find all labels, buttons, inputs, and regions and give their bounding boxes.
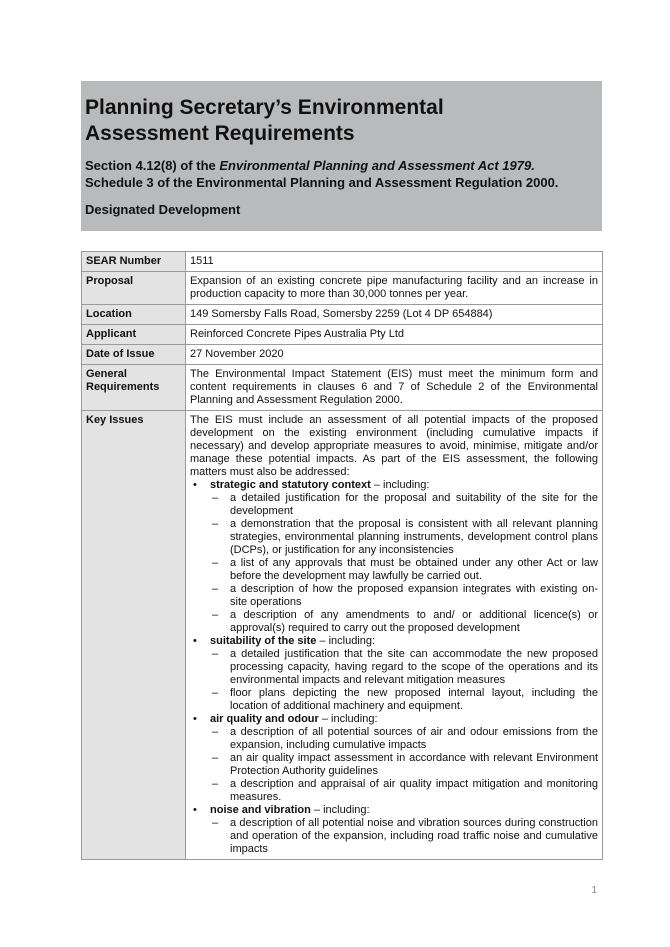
list-item: – a demonstration that the proposal is consistent with all relevant planning strategies, environmental planning instruments, development control plans (DCPs), or justification for any inconsistencies	[210, 518, 598, 557]
key-issues-value	[186, 411, 603, 860]
table-row	[82, 305, 603, 325]
page-number: 1	[591, 885, 597, 896]
act-name: Environmental Planning and Assessment Act 1979.	[219, 158, 535, 173]
issues-list	[190, 479, 598, 856]
legislation-reference: Section 4.12(8) of the Environmental Planning and Assessment Act 1979. Schedule 3 of the Environmental Planning and Assessment Regulation 2000.	[85, 158, 559, 190]
list-item: – a description of any amendments to and/ or additional licence(s) or approval(s) required to carry out the proposed development	[210, 609, 598, 635]
list-item: • noise and vibration – including: – a description of all potential noise and vibration sources during construction and operation of the expansion, including road traffic noise and cumulative impacts	[190, 804, 598, 856]
list-item: – a detailed justification for the proposal and suitability of the site for the development	[210, 492, 598, 518]
document-header	[81, 81, 602, 231]
sear-label: SEAR Number	[82, 252, 186, 272]
date-value: 27 November 2020	[186, 345, 603, 365]
list-item: • suitability of the site – including: – a detailed justification that the site can accommodate the new proposed processing capacity, having regard to the scope of the operations and its environmental impacts and relevant mitigation measures – floor plans depicting the new proposed internal layout, including the location of additional machinery and equipment.	[190, 635, 598, 713]
list-item: – a description of all potential sources of air and odour emissions from the expansion, including cumulative impacts	[210, 726, 598, 752]
general-requirements-value: The Environmental Impact Statement (EIS) must meet the minimum form and content requirements in clauses 6 and 7 of Schedule 2 of the Environmental Planning and Assessment Regulation 2000.	[186, 365, 603, 411]
proposal-label: Proposal	[82, 272, 186, 305]
date-label: Date of Issue	[82, 345, 186, 365]
list-item: • air quality and odour – including: – a description of all potential sources of air and odour emissions from the expansion, including cumulative impacts – an air quality impact assessment in accordance with relevant Environment Protection Authority guidelines – a description and appraisal of air quality impact mitigation and monitoring measures.	[190, 713, 598, 804]
applicant-label: Applicant	[82, 325, 186, 345]
list-item: – an air quality impact assessment in accordance with relevant Environment Protection Authority guidelines	[210, 752, 598, 778]
list-item: – a description of how the proposed expansion integrates with existing on-site operations	[210, 583, 598, 609]
table-row	[82, 252, 603, 272]
list-item: – a list of any approvals that must be obtained under any other Act or law before the development may lawfully be carried out.	[210, 557, 598, 583]
list-item: – a description and appraisal of air quality impact mitigation and monitoring measures.	[210, 778, 598, 804]
sub-list	[210, 648, 598, 713]
requirements-table	[81, 251, 603, 860]
regulation-schedule: Schedule 3 of the Environmental Planning and Assessment Regulation 2000.	[85, 175, 559, 190]
table-row	[82, 325, 603, 345]
sub-list	[210, 817, 598, 856]
location-label: Location	[82, 305, 186, 325]
table-row	[82, 272, 603, 305]
key-issues-label: Key Issues	[82, 411, 186, 860]
key-issues-intro: The EIS must include an assessment of all potential impacts of the proposed development on the existing environment (including cumulative impacts if necessary) and develop appropriate measures to avoid, minimise, mitigate and/or manage these potential impacts. As part of the EIS assessment, the following matters must also be addressed:	[190, 414, 598, 478]
list-item: – a description of all potential noise and vibration sources during construction and operation of the expansion, including road traffic noise and cumulative impacts	[210, 817, 598, 856]
table-row	[82, 411, 603, 860]
sub-list	[210, 492, 598, 635]
table-row	[82, 365, 603, 411]
general-requirements-label: General Requirements	[82, 365, 186, 411]
list-item: – floor plans depicting the new proposed internal layout, including the location of additional machinery and equipment.	[210, 687, 598, 713]
list-item: – a detailed justification that the site can accommodate the new proposed processing capacity, having regard to the scope of the operations and its environmental impacts and relevant mitigation measures	[210, 648, 598, 687]
document-title: Planning Secretary’s Environmental Assessment Requirements	[85, 96, 444, 145]
location-value: 149 Somersby Falls Road, Somersby 2259 (Lot 4 DP 654884)	[186, 305, 603, 325]
applicant-value: Reinforced Concrete Pipes Australia Pty Ltd	[186, 325, 603, 345]
proposal-value: Expansion of an existing concrete pipe manufacturing facility and an increase in production capacity to more than 30,000 tonnes per year.	[186, 272, 603, 305]
sear-value: 1511	[186, 252, 603, 272]
designation: Designated Development	[85, 202, 241, 217]
list-item: • strategic and statutory context – including: – a detailed justification for the proposal and suitability of the site for the development – a demonstration that the proposal is consistent with all relevant planning strategies, environmental planning instruments, development control plans (DCPs), or justification for any inconsistencies – a list of any approvals that must be obtained under any other Act or law before the development may lawfully be carried out. – a description of how the proposed expansion integrates with existing on-site operations – a description of any amendments to and/ or additional licence(s) or approval(s) required to carry out the proposed development	[190, 479, 598, 635]
sub-list	[210, 726, 598, 804]
table-row	[82, 345, 603, 365]
